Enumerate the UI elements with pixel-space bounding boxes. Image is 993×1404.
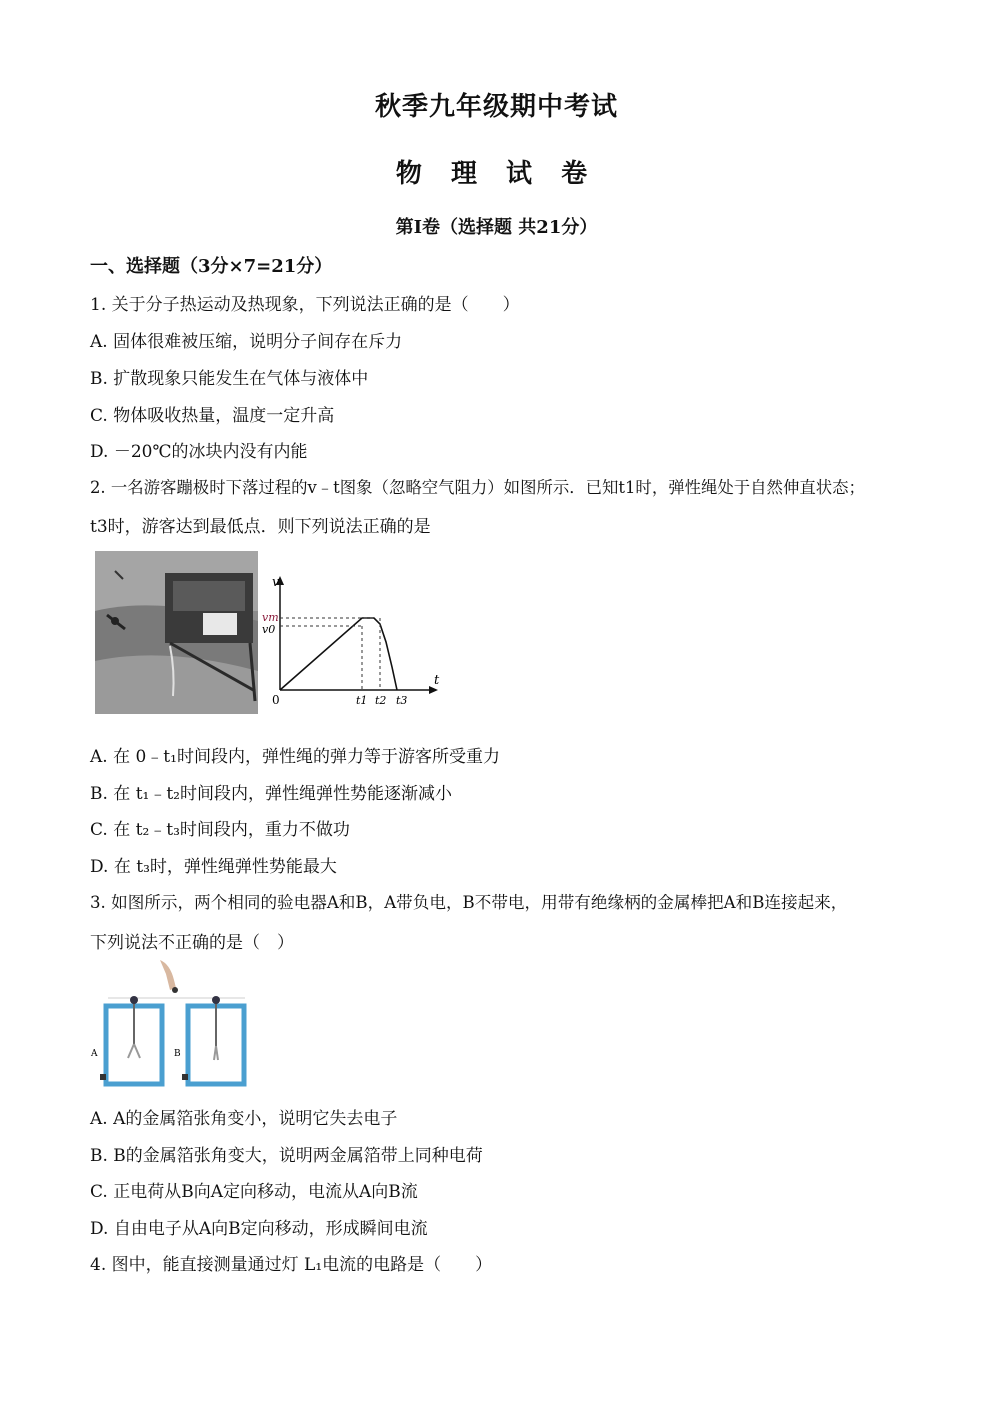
exam-title: 秋季九年级期中考试 [374,92,618,122]
electroscope-a-label: A [91,1049,98,1059]
q3-stem-line2: 下列说法不正确的是（ ） [90,933,294,953]
q2-option-a: A. 在 0﹣t₁时间段内，弹性绳的弹力等于游客所受重力 [90,747,500,767]
q3-option-b: B. B的金属箔张角变大，说明两金属箔带上同种电荷 [90,1146,483,1166]
q2-stem-line1: 2. 一名游客蹦极时下落过程的v﹣t图象（忽略空气阻力）如图所示．已知t1时，弹性绳处于自然伸直状态； [90,478,865,497]
graph-v0-label: v0 [262,623,276,636]
graph-axis-t-label: t [434,673,440,688]
graph-t2-label: t2 [375,694,387,707]
graph-axis-v-label: v [272,575,280,590]
graph-t1-label: t1 [356,694,368,707]
q1-option-d: D. －20℃的冰块内没有内能 [90,442,308,462]
graph-origin-label: 0 [272,693,280,707]
q2-option-d: D. 在 t₃时，弹性绳弹性势能最大 [90,857,337,877]
part-title: 第Ⅰ卷（选择题 共21分） [395,217,598,238]
q1-option-c: C. 物体吸收热量，温度一定升高 [90,406,335,426]
q3-option-c: C. 正电荷从B向A定向移动，电流从A向B流 [90,1182,418,1202]
q3-option-d: D. 自由电子从A向B定向移动，形成瞬间电流 [90,1219,428,1239]
graph-vm-label: vm [262,611,279,624]
q3-stem-line1: 3. 如图所示，两个相同的验电器A和B，A带负电，B不带电，用带有绝缘柄的金属棒把A和B连接起来， [90,893,848,912]
q1-option-b: B. 扩散现象只能发生在气体与液体中 [90,369,369,389]
q2-stem-line2: t3时，游客达到最低点．则下列说法正确的是 [90,517,431,537]
q2-option-b: B. 在 t₁﹣t₂时间段内，弹性绳弹性势能逐渐减小 [90,784,452,804]
bungee-photo [95,551,258,714]
q1-option-a: A. 固体很难被压缩，说明分子间存在斥力 [90,332,403,352]
electroscope-photo [90,960,250,1088]
electroscope-b-label: B [174,1049,181,1059]
q4-stem: 4. 图中，能直接测量通过灯 L₁电流的电路是（ ） [90,1255,493,1275]
subject-title: 物 理 试 卷 [395,159,598,189]
section-heading: 一、选择题（3分×7=21分） [90,256,333,277]
v-t-graph [262,572,442,712]
graph-t3-label: t3 [396,694,408,707]
q1-stem: 1. 关于分子热运动及热现象，下列说法正确的是（ ） [90,295,520,315]
q3-option-a: A. A的金属箔张角变小，说明它失去电子 [90,1109,398,1129]
q2-option-c: C. 在 t₂﹣t₃时间段内，重力不做功 [90,820,350,840]
